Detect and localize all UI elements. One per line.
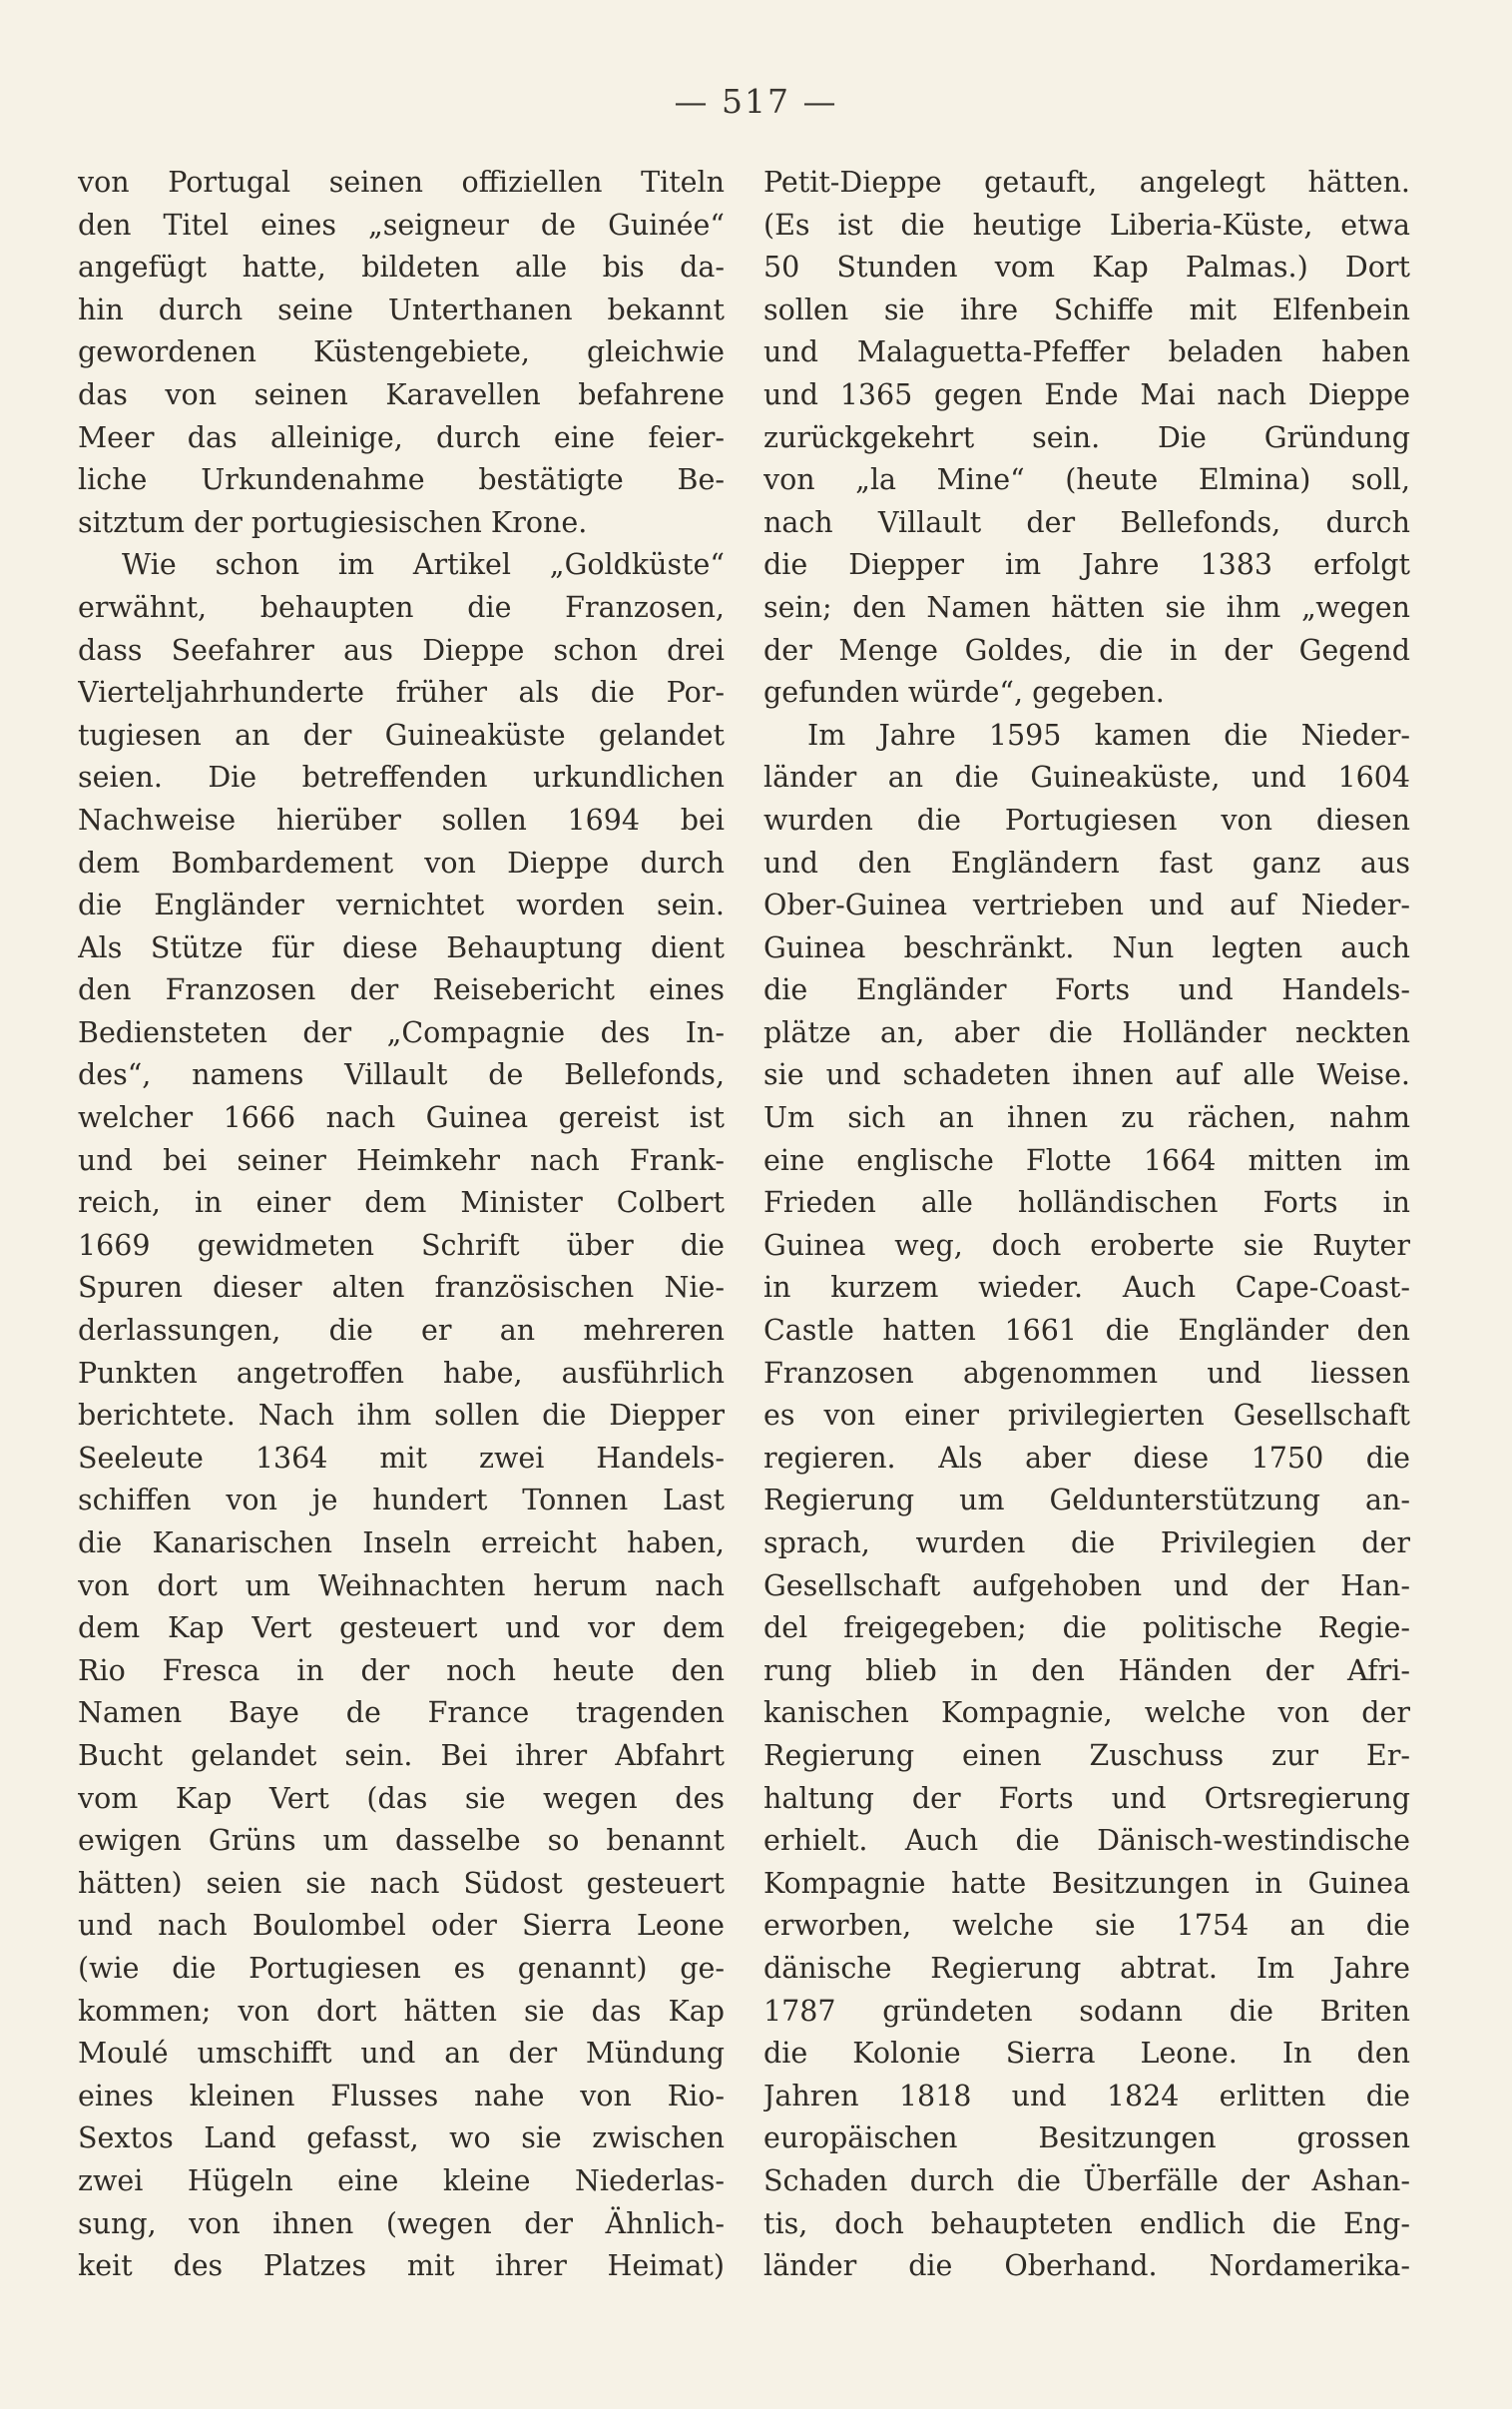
text-line: eine englische Flotte 1664 mitten im xyxy=(763,1143,1410,1177)
text-line: Castle hatten 1661 die Engländer den xyxy=(763,1314,1410,1348)
text-line: Rio Fresca in der noch heute den xyxy=(78,1653,725,1687)
text-line: Punkten angetroffen habe, ausführlich xyxy=(78,1356,725,1390)
text-line: reich, in einer dem Minister Colbert xyxy=(78,1186,725,1220)
text-line: del freigegeben; die politische Regie- xyxy=(763,1611,1410,1645)
text-line: Bediensteten der „Compagnie des In- xyxy=(78,1015,725,1049)
text-line: kanischen Kompagnie, welche von der xyxy=(763,1696,1410,1730)
text-line: Meer das alleinige, durch eine feier- xyxy=(78,420,725,454)
text-line: länder an die Guineaküste, und 1604 xyxy=(763,761,1410,795)
text-line: (Es ist die heutige Liberia-Küste, etwa xyxy=(763,208,1410,242)
text-line: 50 Stunden vom Kap Palmas.) Dort xyxy=(763,251,1410,285)
text-line: die Engländer Forts und Handels- xyxy=(763,973,1410,1007)
text-line: plätze an, aber die Holländer neckten xyxy=(763,1015,1410,1049)
text-line: Guinea weg, doch eroberte sie Ruyter xyxy=(763,1228,1410,1262)
text-line: Regierung um Geldunterstützung an- xyxy=(763,1484,1410,1517)
text-line: von dort um Weihnachten herum nach xyxy=(78,1568,725,1602)
text-line: 1787 gründeten sodann die Briten xyxy=(763,1994,1410,2028)
text-line: die Kanarischen Inseln erreicht haben, xyxy=(78,1526,725,1559)
text-line: angefügt hatte, bildeten alle bis da- xyxy=(78,251,725,285)
text-line: Ober-Guinea vertrieben und auf Nieder- xyxy=(763,889,1410,922)
text-line: Schaden durch die Überfälle der Ashan- xyxy=(763,2163,1410,2197)
text-line: tugiesen an der Guineaküste gelandet xyxy=(78,718,725,752)
text-line: kommen; von dort hätten sie das Kap xyxy=(78,1994,725,2028)
text-line: und Malaguetta-Pfeffer beladen haben xyxy=(763,335,1410,369)
text-line: sollen sie ihre Schiffe mit Elfenbein xyxy=(763,293,1410,326)
text-line: sung, von ihnen (wegen der Ähnlich- xyxy=(78,2206,725,2240)
text-line: gefunden würde“, gegeben. xyxy=(763,676,1165,710)
text-line: sie und schadeten ihnen auf alle Weise. xyxy=(763,1058,1410,1092)
text-line: derlassungen, die er an mehreren xyxy=(78,1314,725,1348)
text-line: hin durch seine Unterthanen bekannt xyxy=(78,293,725,326)
text-line: Franzosen abgenommen und liessen xyxy=(763,1356,1410,1390)
text-line: Seeleute 1364 mit zwei Handels- xyxy=(78,1441,725,1475)
text-line: (wie die Portugiesen es genannt) ge- xyxy=(78,1951,725,1985)
text-line: Frieden alle holländischen Forts in xyxy=(763,1186,1410,1220)
text-line: wurden die Portugiesen von diesen xyxy=(763,803,1410,837)
text-line: sprach, wurden die Privilegien der xyxy=(763,1526,1410,1559)
text-line: welcher 1666 nach Guinea gereist ist xyxy=(78,1101,725,1135)
text-line: hätten) seien sie nach Südost gesteuert xyxy=(78,1866,725,1900)
text-line: Moulé umschifft und an der Mündung xyxy=(78,2037,725,2071)
right-column xyxy=(763,162,1410,2288)
text-line: länder die Oberhand. Nordamerika- xyxy=(763,2249,1410,2283)
text-line: Spuren dieser alten französischen Nie- xyxy=(78,1271,725,1305)
text-line: Um sich an ihnen zu rächen, nahm xyxy=(763,1101,1410,1135)
text-line: Petit-Dieppe getauft, angelegt hätten. xyxy=(763,166,1410,199)
text-line: erwähnt, behaupten die Franzosen, xyxy=(78,590,725,624)
text-line: Im Jahre 1595 kamen die Nieder- xyxy=(807,718,1410,752)
text-line: sitztum der portugiesischen Krone. xyxy=(78,505,588,539)
text-line: dem Bombardement von Dieppe durch xyxy=(78,846,725,880)
text-line: erworben, welche sie 1754 an die xyxy=(763,1909,1410,1943)
text-line: die Diepper im Jahre 1383 erfolgt xyxy=(763,548,1410,582)
text-line: seien. Die betreffenden urkundlichen xyxy=(78,761,725,795)
text-line: tis, doch behaupteten endlich die Eng- xyxy=(763,2206,1410,2240)
text-line: rung blieb in den Händen der Afri- xyxy=(763,1653,1410,1687)
text-line: haltung der Forts und Ortsregierung xyxy=(763,1781,1410,1815)
text-line: dänische Regierung abtrat. Im Jahre xyxy=(763,1951,1410,1985)
text-line: europäischen Besitzungen grossen xyxy=(763,2121,1410,2155)
text-line: die Kolonie Sierra Leone. In den xyxy=(763,2037,1410,2071)
text-line: nach Villault der Bellefonds, durch xyxy=(763,505,1410,539)
text-line: von „la Mine“ (heute Elmina) soll, xyxy=(763,463,1410,497)
text-line: und den Engländern fast ganz aus xyxy=(763,846,1410,880)
text-line: gewordenen Küstengebiete, gleichwie xyxy=(78,335,725,369)
text-line: Guinea beschränkt. Nun legten auch xyxy=(763,930,1410,964)
text-line: zurückgekehrt sein. Die Gründung xyxy=(763,420,1410,454)
text-line: Jahren 1818 und 1824 erlitten die xyxy=(763,2079,1410,2112)
text-line: Sextos Land gefasst, wo sie zwischen xyxy=(78,2121,725,2155)
text-line: erhielt. Auch die Dänisch-westindische xyxy=(763,1824,1410,1858)
text-line: Nachweise hierüber sollen 1694 bei xyxy=(78,803,725,837)
text-line: eines kleinen Flusses nahe von Rio- xyxy=(78,2079,725,2112)
page-number: — 517 — xyxy=(674,82,838,121)
text-line: vom Kap Vert (das sie wegen des xyxy=(78,1781,725,1815)
text-line: in kurzem wieder. Auch Cape-Coast- xyxy=(763,1271,1410,1305)
text-line: Bucht gelandet sein. Bei ihrer Abfahrt xyxy=(78,1738,725,1772)
text-line: Regierung einen Zuschuss zur Er- xyxy=(763,1738,1410,1772)
text-line: den Titel eines „seigneur de Guinée“ xyxy=(78,208,725,242)
left-column xyxy=(78,162,725,2288)
text-line: regieren. Als aber diese 1750 die xyxy=(763,1441,1410,1475)
text-line: der Menge Goldes, die in der Gegend xyxy=(763,633,1410,667)
text-line: sein; den Namen hätten sie ihm „wegen xyxy=(763,590,1410,624)
text-line: und nach Boulombel oder Sierra Leone xyxy=(78,1909,725,1943)
text-line: keit des Platzes mit ihrer Heimat) xyxy=(78,2249,725,2283)
text-line: schiffen von je hundert Tonnen Last xyxy=(78,1484,725,1517)
text-line: Als Stütze für diese Behauptung dient xyxy=(78,930,725,964)
text-line: und bei seiner Heimkehr nach Frank- xyxy=(78,1143,725,1177)
text-line: Vierteljahrhunderte früher als die Por- xyxy=(78,676,725,710)
text-line: von Portugal seinen offiziellen Titeln xyxy=(78,166,725,199)
text-line: berichtete. Nach ihm sollen die Diepper xyxy=(78,1399,725,1433)
text-line: das von seinen Karavellen befahrene xyxy=(78,377,725,411)
text-line: den Franzosen der Reisebericht eines xyxy=(78,973,725,1007)
text-line: es von einer privilegierten Gesellschaft xyxy=(763,1399,1410,1433)
text-line: die Engländer vernichtet worden sein. xyxy=(78,889,725,922)
text-line: Wie schon im Artikel „Goldküste“ xyxy=(122,548,725,582)
text-line: zwei Hügeln eine kleine Niederlas- xyxy=(78,2163,725,2197)
text-line: 1669 gewidmeten Schrift über die xyxy=(78,1228,725,1262)
text-line: Namen Baye de France tragenden xyxy=(78,1696,725,1730)
text-line: ewigen Grüns um dasselbe so benannt xyxy=(78,1824,725,1858)
text-line: liche Urkundenahme bestätigte Be- xyxy=(78,463,725,497)
text-line: dass Seefahrer aus Dieppe schon drei xyxy=(78,633,725,667)
text-line: Gesellschaft aufgehoben und der Han- xyxy=(763,1568,1410,1602)
text-line: und 1365 gegen Ende Mai nach Dieppe xyxy=(763,377,1410,411)
text-line: dem Kap Vert gesteuert und vor dem xyxy=(78,1611,725,1645)
text-line: Kompagnie hatte Besitzungen in Guinea xyxy=(763,1866,1410,1900)
text-line: des“, namens Villault de Bellefonds, xyxy=(78,1058,725,1092)
